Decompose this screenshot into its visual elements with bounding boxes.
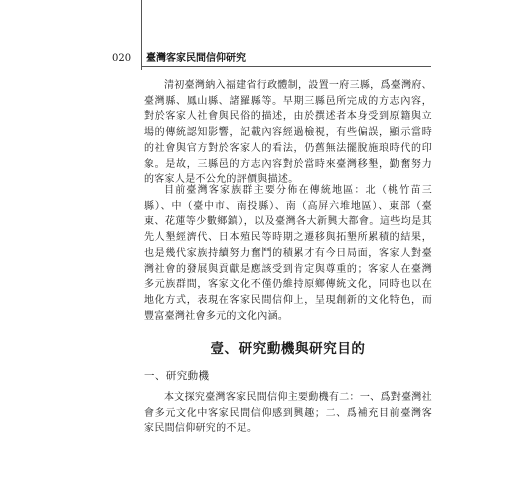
- paragraph-text: [144, 78, 432, 188]
- paragraph-1: [144, 78, 432, 188]
- text-line: 與官方對於客家人的看法，仍舊無法擺脫施琅時代的印象。是故，: [144, 142, 432, 170]
- text-line: 目前臺灣客家族群主要分佈在傳統地區：北（桃竹苗三縣）、: [144, 185, 432, 212]
- paragraph-text: [144, 390, 432, 437]
- subsection-heading: 一、研究動機: [144, 370, 210, 382]
- header-rule: [141, 66, 431, 67]
- text-line: 三縣邑的方志內容對於當時來臺灣移墾，勤奮努力的客家人是不: [144, 158, 432, 186]
- text-line: 蓮等少數鄉鎮），以及臺灣各大新興大都會。這些均是其先人墾: [144, 216, 433, 244]
- text-line: 客家文化不僅仍維持原鄉傳統文化，同時也以在地化方式，表現: [144, 279, 432, 306]
- page-header: [112, 52, 412, 66]
- text-line: 中（臺中市、南投縣）、南（高屏六堆地區）、東部（臺東、花: [144, 200, 433, 228]
- section-heading: 壹、研究動機與研究目的: [210, 341, 366, 357]
- text-line: 家族持續努力奮鬥的積累才有今日局面，客家人對臺灣社會的發: [144, 247, 433, 275]
- text-line: 的文化內涵。: [226, 310, 289, 322]
- text-line: 本文探究臺灣客家民間信仰主要動機有二：一、爲對臺灣社: [164, 392, 432, 403]
- text-line: 經濟代、日本殖民等時期之遷移與拓墾所累積的結果，也是幾代: [144, 232, 432, 259]
- text-line: 臺灣縣、鳳山縣、諸羅縣等。早期三縣邑所完成的方志內容，對: [144, 95, 432, 123]
- text-line: 民間信仰研究的不足。: [154, 423, 258, 435]
- paragraph-2: [144, 183, 432, 324]
- text-line: 傳統認知影響，記載內容經過檢視，有些偏誤，顯示當時的社會: [144, 127, 433, 154]
- page-number: 020: [112, 53, 132, 64]
- text-line: 公允的評價與描述。: [205, 174, 299, 186]
- text-line: 在客家民間信仰上，呈現創新的文化特色，而豐富臺灣社會多元: [144, 294, 432, 322]
- paragraph-3: [144, 390, 432, 437]
- text-line: 於客家人社會與民俗的描述，由於撰述者本身受到原籍與立場的: [144, 111, 432, 139]
- text-line: 會多元文化中客家民間信仰感到興趣；二、爲補充目前臺灣客家: [144, 407, 432, 435]
- paragraph-text: [144, 183, 432, 324]
- running-title: 臺灣客家民間信仰研究: [146, 53, 246, 64]
- text-line: 清初臺灣納入福建省行政體制，設置一府三縣，爲臺灣府、: [164, 80, 432, 91]
- text-line: 展與貢獻是應該受到肯定與尊重的；客家人在臺灣多元族群間，: [144, 263, 432, 291]
